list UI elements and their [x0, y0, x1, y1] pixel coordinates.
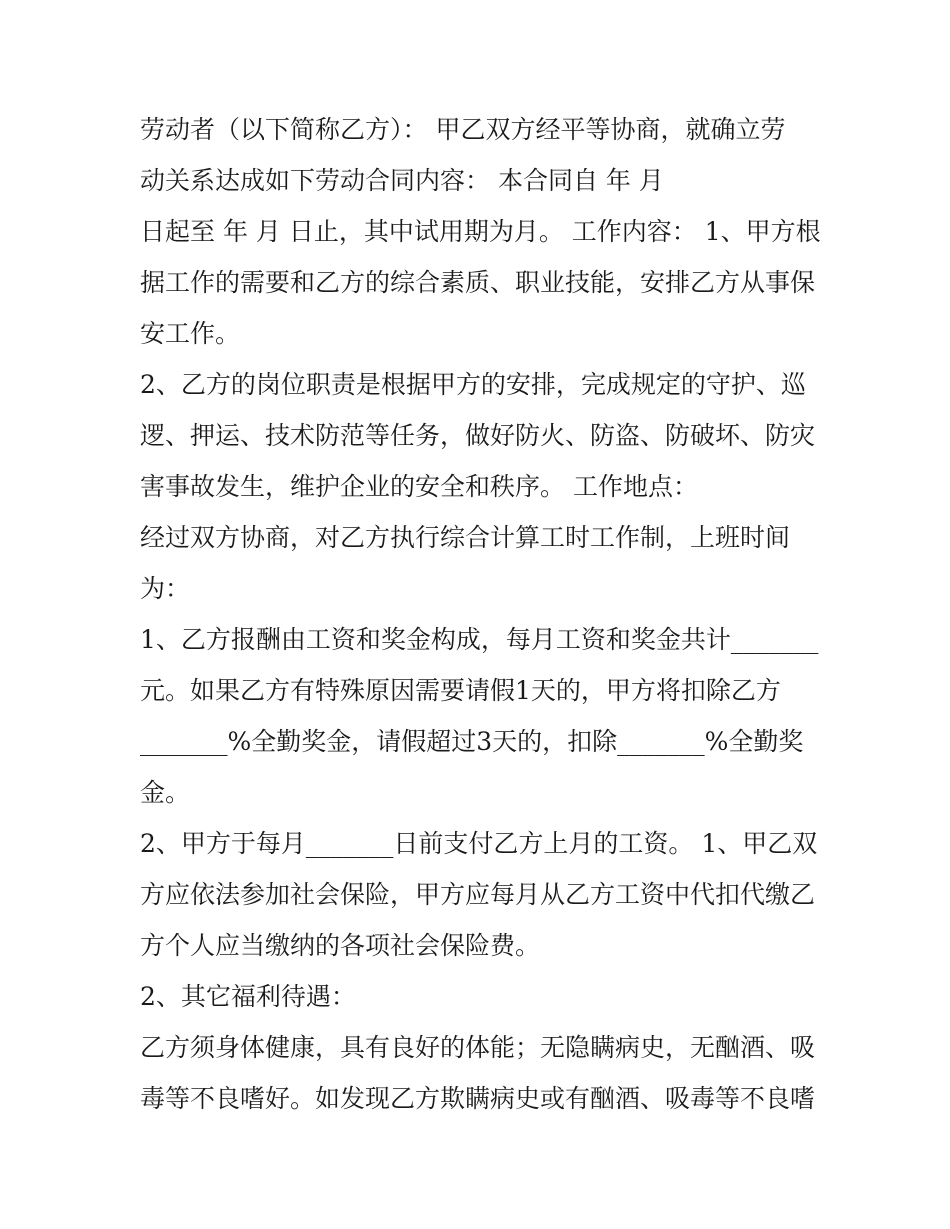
text-line: 方应依法参加社会保险，甲方应每月从乙方工资中代扣代缴乙 — [140, 880, 816, 909]
text-line: 元。如果乙方有特殊原因需要请假1天的，甲方将扣除乙方 — [140, 676, 781, 705]
text-line: 1、乙方报酬由工资和奖金构成，每月工资和奖金共计_______ — [140, 625, 819, 654]
text-line: 劳动者（以下简称乙方）： 甲乙双方经平等协商，就确立劳 — [140, 115, 786, 144]
text-line: 乙方须身体健康，具有良好的体能；无隐瞒病史，无酗酒、吸 — [140, 1033, 816, 1062]
text-line: 日起至 年 月 日止，其中试用期为月。 工作内容： 1、甲方根 — [140, 217, 821, 246]
text-line: _______%全勤奖金，请假超过3天的，扣除_______%全勤奖 — [140, 727, 804, 756]
text-line: 安工作。 — [140, 319, 241, 348]
text-line: 动关系达成如下劳动合同内容： 本合同自 年 月 — [140, 166, 664, 195]
text-line: 为： — [140, 574, 191, 603]
text-line: 毒等不良嗜好。如发现乙方欺瞒病史或有酗酒、吸毒等不良嗜 — [140, 1084, 816, 1113]
text-line: 2、甲方于每月_______日前支付乙方上月的工资。 1、甲乙双 — [140, 829, 818, 858]
text-line: 害事故发生，维护企业的安全和秩序。 工作地点： — [140, 472, 698, 501]
text-line: 经过双方协商，对乙方执行综合计算工时工作制，上班时间 — [140, 523, 791, 552]
text-line: 2、乙方的岗位职责是根据甲方的安排，完成规定的守护、巡 — [140, 370, 806, 399]
text-line: 金。 — [140, 778, 191, 807]
text-line: 逻、押运、技术防范等任务，做好防火、防盗、防破坏、防灾 — [140, 421, 816, 450]
text-line: 据工作的需要和乙方的综合素质、职业技能，安排乙方从事保 — [140, 268, 816, 297]
text-line: 方个人应当缴纳的各项社会保险费。 — [140, 931, 541, 960]
text-line: 2、其它福利待遇： — [140, 982, 356, 1011]
